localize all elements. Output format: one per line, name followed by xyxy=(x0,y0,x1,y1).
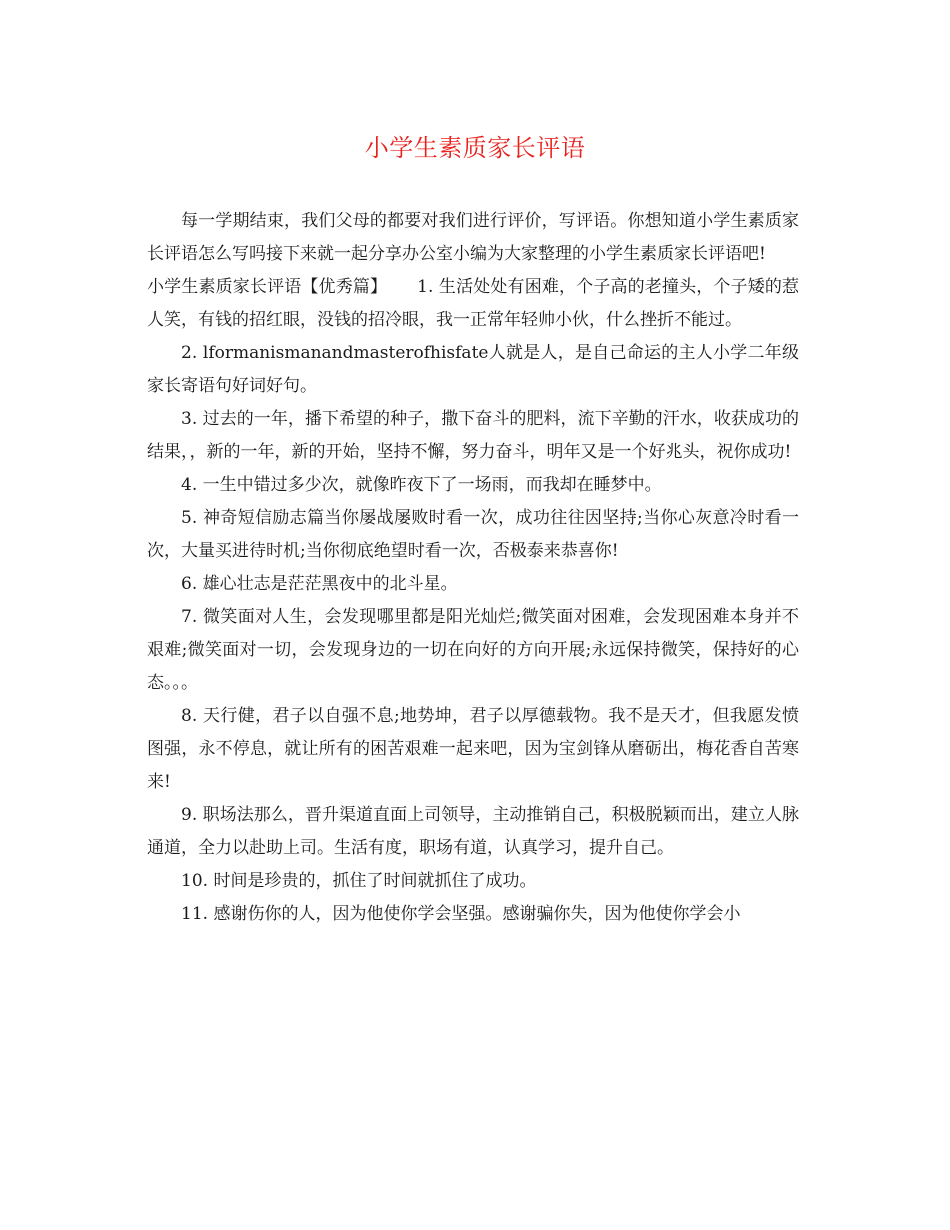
list-item: 2. lformanismanandmasterofhisfate人就是人，是自己命运的主人小学二年级家长寄语句好词好句。 xyxy=(147,343,799,396)
list-item: 10. 时间是珍贵的，抓住了时间就抓住了成功。 xyxy=(181,871,537,891)
document-body xyxy=(147,205,799,931)
section-paragraph xyxy=(147,271,799,337)
section-label: 小学生素质家长评语【优秀篇】 xyxy=(147,277,388,297)
list-item: 7. 微笑面对人生，会发现哪里都是阳光灿烂;微笑面对困难，会发现困难本身并不艰难;微笑面对一切，会发现身边的一切在向好的方向开展;永远保持微笑，保持好的心态。。。 xyxy=(147,607,799,693)
list-item: 11. 感谢伤你的人，因为他使你学会坚强。感谢骗你失，因为他使你学会小 xyxy=(181,904,741,924)
list-item: 5. 神奇短信励志篇当你屡战屡败时看一次，成功往往因坚持;当你心灰意冷时看一次，大量买进待时机;当你彻底绝望时看一次，否极泰来恭喜你! xyxy=(147,508,799,561)
list-item: 3. 过去的一年，播下希望的种子，撒下奋斗的肥料，流下辛勤的汗水，收获成功的结果，，新的一年，新的开始，坚持不懈，努力奋斗，明年又是一个好兆头，祝你成功! xyxy=(147,409,799,462)
list-item: 4. 一生中错过多少次，就像昨夜下了一场雨，而我却在睡梦中。 xyxy=(181,475,662,495)
document-title: 小学生素质家长评语 xyxy=(364,134,586,162)
list-item: 6. 雄心壮志是茫茫黑夜中的北斗星。 xyxy=(181,574,458,594)
list-item: 8. 天行健，君子以自强不息;地势坤，君子以厚德载物。我不是天才，但我愿发愤图强，永不停息，就让所有的困苦艰难一起来吧，因为宝剑锋从磨砺出，梅花香自苦寒来! xyxy=(147,706,799,792)
intro-paragraph: 每一学期结束，我们父母的都要对我们进行评价，写评语。你想知道小学生素质家长评语怎么写吗接下来就一起分享办公室小编为大家整理的小学生素质家长评语吧! xyxy=(147,211,799,264)
list-item: 9. 职场法那么，晋升渠道直面上司领导，主动推销自己，积极脱颖而出，建立人脉通道，全力以赴助上司。生活有度，职场有道，认真学习，提升自己。 xyxy=(147,805,799,858)
list-item: 1. 生活处处有困难，个子高的老撞头，个子矮的惹人笑，有钱的招红眼，没钱的招冷眼，我一正常年轻帅小伙，什么挫折不能过。 xyxy=(147,277,800,330)
